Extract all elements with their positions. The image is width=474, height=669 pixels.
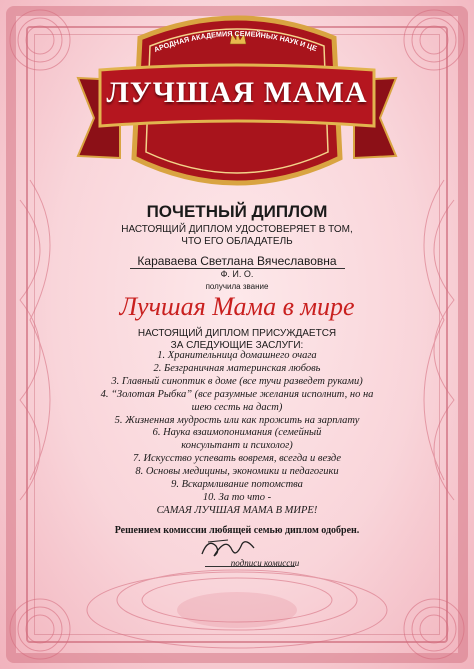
subtitle-line-1: НАСТОЯЩИЙ ДИПЛОМ УДОСТОВЕРЯЕТ В ТОМ, [121,224,353,235]
award-line-2: ЗА СЛЕДУЮЩИЕ ЗАСЛУГИ: [170,340,304,351]
merit-item: САМАЯ ЛУЧШАЯ МАМА В МИРЕ! [156,504,318,516]
received-title-label: получила звание [205,282,269,291]
banner-title: ЛУЧШАЯ МАМА [106,76,368,109]
name-caption: Ф. И. О. [220,269,254,279]
merit-item: 5. Жизненная мудрость или как прожить на зарплату [114,414,360,426]
academy-arc-text: АРОДНАЯ АКАДЕМИЯ СЕМЕЙНЫХ НАУК И ЦЕ [152,28,319,55]
award-line-1: НАСТОЯЩИЙ ДИПЛОМ ПРИСУЖДАЕТСЯ [137,328,337,339]
merit-item: 9. Вскармливание потомства [171,479,303,491]
merits-list [70,350,404,518]
merit-item: 1. Хранительница домашнего очага [157,350,317,361]
merit-item: 6. Наука взаимопонимания (семейный [152,427,322,439]
recipient-name: Караваева Светлана Вячеславовна [137,254,337,268]
merit-item: консультант и психолог) [181,440,293,452]
commission-decision: Решением комиссии любящей семью диплом одобрен. [114,525,360,536]
merit-item: шею сесть на даст) [191,401,283,413]
merit-item: 10. За то что - [202,491,272,503]
subtitle-line-2: ЧТО ЕГО ОБЛАДАТЕЛЬ [181,236,293,247]
diploma-title: ПОЧЕТНЫЙ ДИПЛОМ [146,202,328,221]
merit-item: 8. Основы медицины, экономики и педагогики [135,466,339,478]
merit-item: 2. Безграничная материнская любовь [153,362,321,374]
merit-item: 7. Искусство успевать вовремя, всегда и везде [132,453,342,465]
signature-caption: подписи комиссии [230,558,300,568]
merit-item: 4. “Золотая Рыбка” (все разумные желания исполнит, но на [100,388,374,400]
honor-title: Лучшая Мама в мире [119,292,355,321]
merit-item: 3. Главный синоптик в доме (все тучи разведет руками) [111,375,363,387]
title-banner [70,8,404,198]
